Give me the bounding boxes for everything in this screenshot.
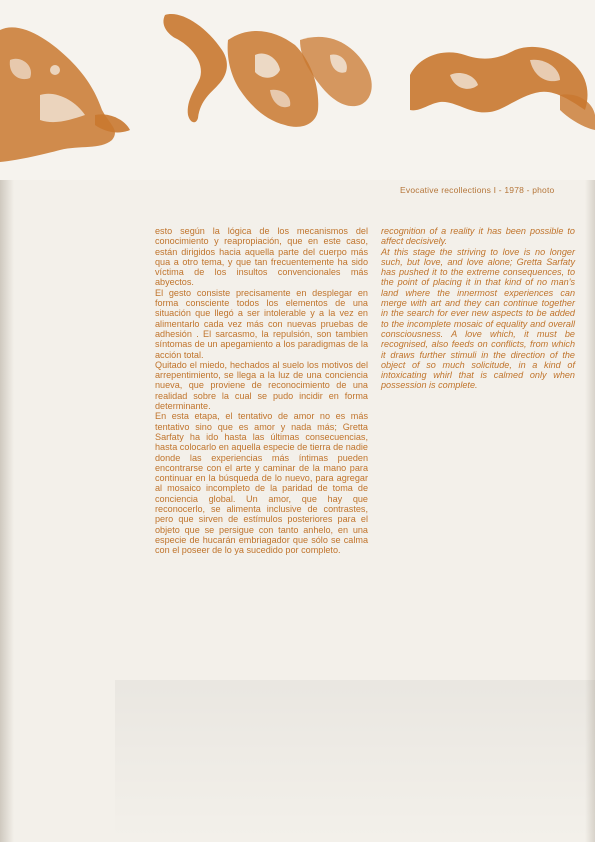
photo-strip-image [0, 0, 595, 180]
paragraph: At this stage the striving to love is no longer such, but love, and love alone; Gretta Sarfaty has pushed it to the extreme consequences, to the point of placing it in that kind of no man's land where the innermost experiences can merge with art and they can continue together in the search for ever new aspects to be added to the incomplete mosaic of equality and overall consciousness. A love which, it must be recognised, also feeds on conflicts, from which it draws further stimuli in the direction of the object of so much solicitude, in a kind of intoxicating whirl that is calmed only when possession is complete. [381, 246, 575, 391]
english-text-column [381, 226, 575, 391]
paragraph: Quitado el miedo, hechados al suelo los motivos del arrepentimiento, se llega a la luz de una conciencia nueva, que proviene de reconocimiento de una realidad sobre la cual se pudo incidir en forma determinante. [155, 359, 368, 412]
paragraph: El gesto consiste precisamente en desplegar en forma consciente todos los elementos de una situación que llegó a ser intolerable y a la vez en alimentarlo cada vez más con nuevas pruebas de adhesión . El sarcasmo, la repulsión, son tambien síntomas de un apegamiento a los paradigmas de la acción total. [155, 287, 368, 360]
page-shadow [115, 680, 595, 842]
photo-caption: Evocative recollections I - 1978 - photo [400, 185, 555, 195]
paragraph: recognition of a reality it has been possible to affect decisively. [381, 226, 575, 247]
photo-strip [0, 0, 595, 180]
paragraph: esto según la lógica de los mecanismos del conocimiento y reapropiación, que en este caso, están dirigidos hacia aquella parte del cuerpo más qua a otro tema, y que tan frecuentemente ha sido víctima de los insultos convencionales más abyectos. [155, 226, 368, 288]
spanish-text-column [155, 226, 368, 556]
paragraph: En esta etapa, el tentativo de amor no es más tentativo sino que es amor y nada más; Gretta Sarfaty ha ido hasta las últimas consecuencias, hasta colocarlo en aquella especie de tierra de nadie donde las experiencias más íntimas pueden encontrarse con el arte y caminar de la mano para continuar en la búsqueda de lo nuevo, para agregar al mosaico incompleto de la paridad de toma de conciencia global. Un amor, que hay que reconocerlo, se alimenta inclusive de contrastes, pero que sirven de estímulos posteriores para el objeto que se persigue con tanto anhelo, en una especie de hucarán embriagador que sólo se calma con el poseer de lo ya sucedido por completo. [155, 411, 368, 556]
